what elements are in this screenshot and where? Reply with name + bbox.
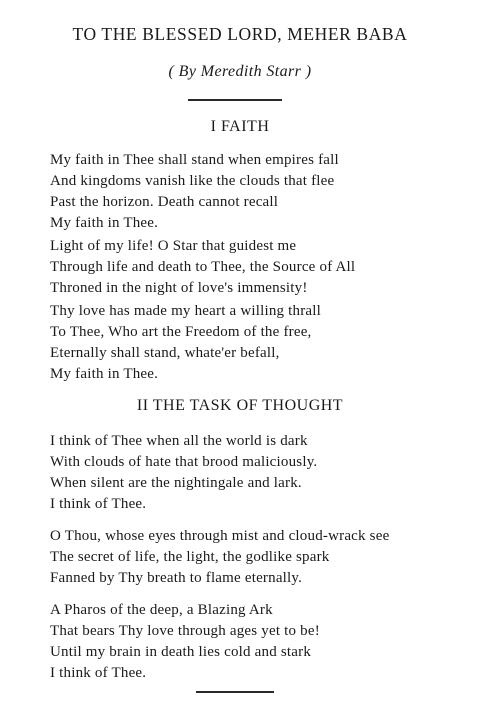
stanza-thought-1: [50, 431, 317, 515]
poem-line: And kingdoms vanish like the clouds that flee: [50, 173, 335, 189]
section-heading-faith: I FAITH: [210, 118, 270, 135]
section-heading-task-of-thought: II THE TASK OF THOUGHT: [136, 397, 344, 414]
stanza-thought-3: [50, 600, 320, 684]
poem-line: Past the horizon. Death cannot recall: [50, 194, 279, 210]
poem-line: I think of Thee.: [50, 665, 147, 681]
stanza-thought-2: [50, 526, 389, 589]
poem-line: The secret of life, the light, the godlike spark: [50, 549, 330, 565]
poem-byline: ( By Meredith Starr ): [168, 63, 312, 80]
poem-line: My faith in Thee.: [50, 366, 159, 382]
poem-line: A Pharos of the deep, a Blazing Ark: [50, 602, 273, 618]
poem-line: I think of Thee when all the world is dark: [50, 433, 308, 449]
poem-title: TO THE BLESSED LORD, MEHER BABA: [72, 24, 408, 44]
bottom-divider: [196, 691, 274, 693]
poem-line: Eternally shall stand, whate'er befall,: [50, 345, 280, 361]
stanza-faith-3: [50, 301, 321, 385]
poem-line: Until my brain in death lies cold and stark: [50, 644, 312, 660]
poem-line: My faith in Thee.: [50, 215, 159, 231]
poem-line: When silent are the nightingale and lark.: [50, 475, 302, 491]
poem-line: O Thou, whose eyes through mist and cloud-wrack see: [50, 528, 390, 544]
poem-line: That bears Thy love through ages yet to be!: [50, 623, 320, 639]
poem-line: My faith in Thee shall stand when empires fall: [50, 152, 339, 168]
poem-line: Fanned by Thy breath to flame eternally.: [50, 570, 303, 586]
poem-line: To Thee, Who art the Freedom of the free,: [50, 324, 312, 340]
top-divider: [188, 99, 282, 101]
poem-line: Throned in the night of love's immensity!: [50, 280, 308, 296]
stanza-faith-2: [50, 236, 355, 299]
poem-line: Light of my life! O Star that guidest me: [50, 238, 297, 254]
poem-line: Thy love has made my heart a willing thrall: [50, 303, 322, 319]
poem-line: Through life and death to Thee, the Source of All: [50, 259, 356, 275]
poem-line: With clouds of hate that brood maliciously.: [50, 454, 318, 470]
stanza-faith-1: [50, 150, 339, 234]
poem-line: I think of Thee.: [50, 496, 147, 512]
